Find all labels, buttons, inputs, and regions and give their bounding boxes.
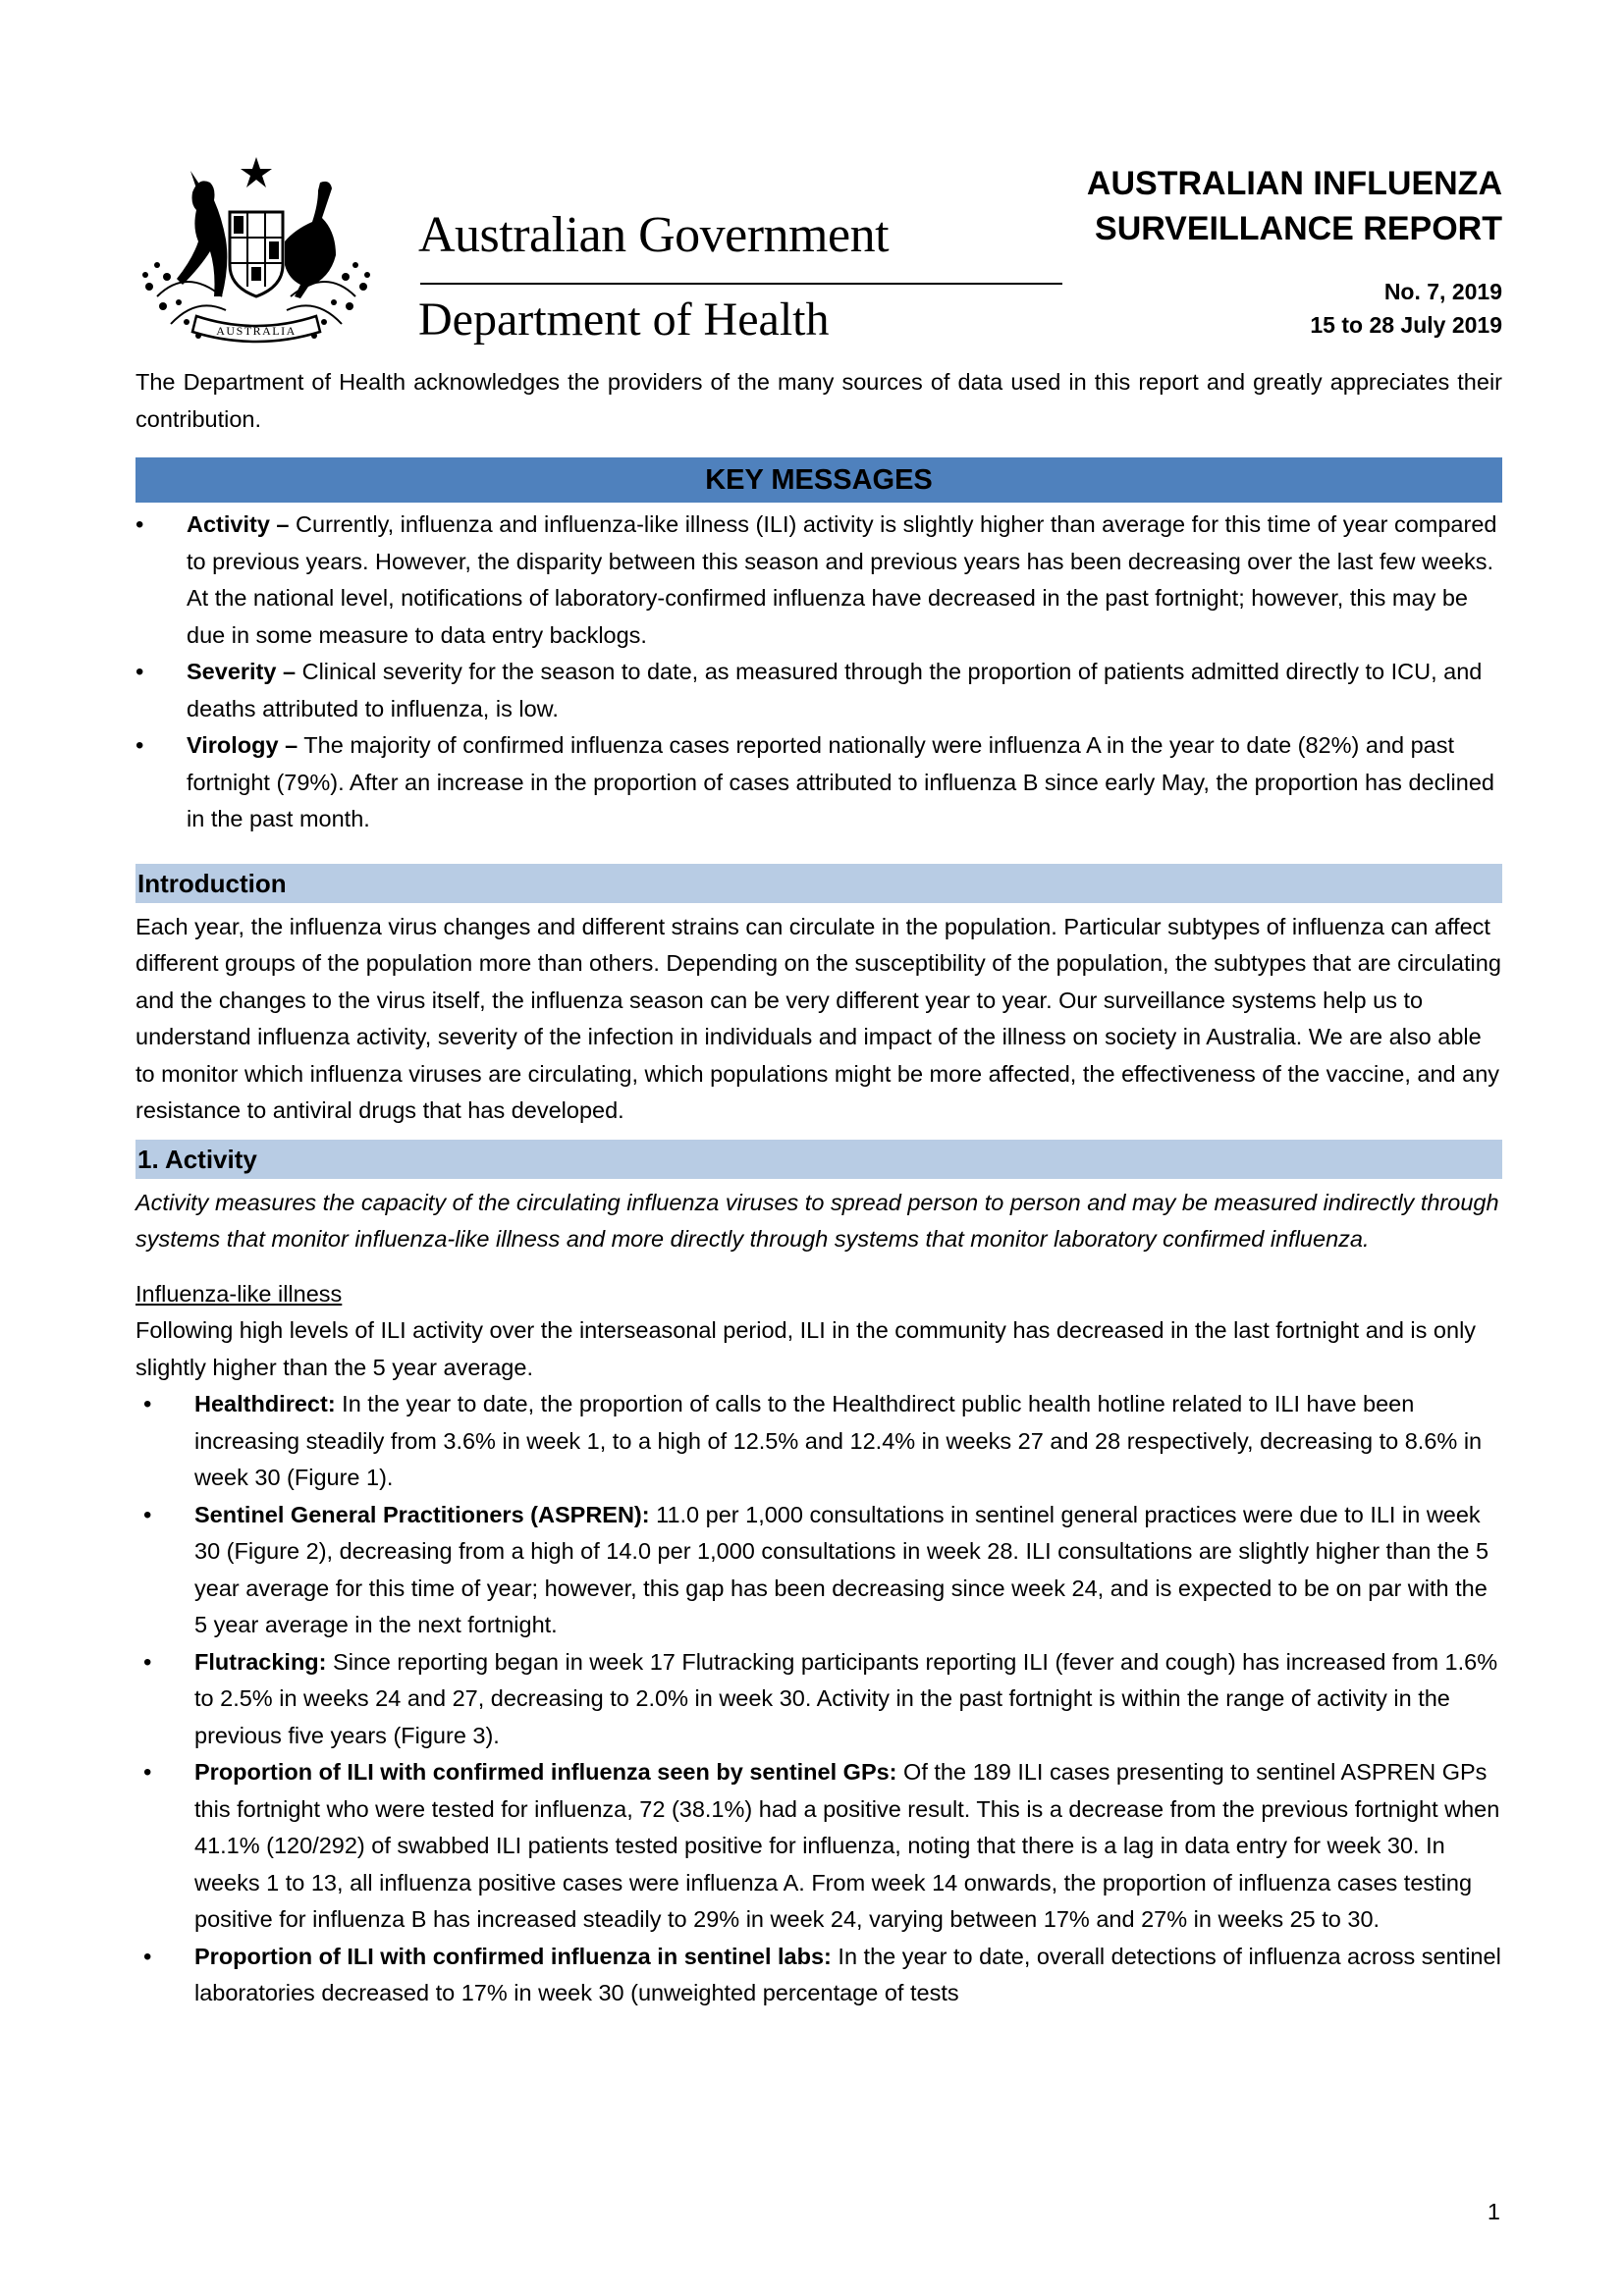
activity-heading: 1. Activity	[135, 1140, 1502, 1179]
item-label: Virology –	[187, 732, 298, 758]
report-title-block	[1087, 161, 1502, 342]
key-messages-list	[135, 507, 1502, 838]
page-number: 1	[1487, 2199, 1500, 2224]
introduction-heading: Introduction	[135, 864, 1502, 903]
item-text: The majority of confirmed influenza cases reported nationally were influenza A in the year to date (82%) and past fortnight (79%). After an increase in the proportion of cases attributed to influenza B since early May, the proportion has declined in the past month.	[187, 732, 1494, 831]
ili-intro: Following high levels of ILI activity over the interseasonal period, ILI in the community has decreased in the last fortnight and is only slightly higher than the 5 year average.	[135, 1317, 1477, 1380]
government-branding	[418, 206, 1066, 347]
item-label: Severity –	[187, 659, 297, 684]
list-item	[135, 1939, 1502, 2012]
coat-of-arms-icon	[128, 149, 385, 355]
item-label: Proportion of ILI with confirmed influenza in sentinel labs:	[194, 1943, 832, 1969]
report-dates: 15 to 28 July 2019	[1310, 312, 1502, 338]
item-text: Of the 189 ILI cases presenting to sentinel ASPREN GPs this fortnight who were tested for influenza, 72 (38.1%) had a positive result. This is a decrease from the previous fortnight when 41.1% (120/292) of swabbed ILI patients tested positive for influenza, noting that there is a lag in data entry for week 30. In weeks 1 to 13, all influenza positive cases were influenza A. From week 14 onwards, the proportion of influenza cases testing positive for influenza B has increased steadily to 29% in week 24, varying between 17% and 27% in weeks 25 to 30.	[194, 1759, 1500, 1932]
government-name: Australian Government	[418, 207, 890, 263]
list-item	[135, 1644, 1502, 1755]
activity-intro: Activity measures the capacity of the circulating influenza viruses to spread person to person and may be measured indirectly through systems that monitor influenza-like illness and more directly through systems that monitor laboratory confirmed influenza.	[135, 1189, 1499, 1252]
key-messages-heading: KEY MESSAGES	[135, 457, 1502, 503]
report-header	[135, 147, 1502, 361]
acknowledgement: The Department of Health acknowledges the providers of the many sources of data used in this report and greatly appreciates their contribution.	[135, 369, 1502, 432]
item-text: In the year to date, overall detections of influenza across sentinel laboratories decreased to 17% in week 30 (unweighted percentage of tests	[194, 1943, 1501, 2005]
list-item	[135, 727, 1502, 838]
item-label: Proportion of ILI with confirmed influenza seen by sentinel GPs:	[194, 1759, 897, 1785]
list-item	[135, 654, 1502, 727]
department-name: Department of Health	[418, 294, 830, 346]
branding-divider	[420, 283, 1062, 285]
report-title-line-1: AUSTRALIAN INFLUENZA	[1086, 165, 1502, 202]
list-item	[135, 1754, 1502, 1939]
item-label: Sentinel General Practitioners (ASPREN):	[194, 1501, 650, 1527]
introduction-text: Each year, the influenza virus changes and different strains can circulate in the population. Particular subtypes of influenza can affect different groups of the population more than others. Depending on the susceptibility of the population, the subtypes that are circulating and the changes to the virus itself, the influenza season can be very different year to year. Our surveillance systems help us to understand influenza activity, severity of the infection in individuals and impact of the illness on society in Australia. We are also able to monitor which influenza viruses are circulating, which populations might be more affected, the effectiveness of the vaccine, and any resistance to antiviral drugs that has developed.	[135, 913, 1501, 1123]
item-text: Clinical severity for the season to date, as measured through the proportion of patients admitted directly to ICU, and deaths attributed to influenza, is low.	[187, 659, 1483, 721]
item-text: 11.0 per 1,000 consultations in sentinel general practices were due to ILI in week 30 (Figure 2), decreasing from a high of 14.0 per 1,000 consultations in week 28. ILI consultations are slightly higher than the 5 year average for this time of year; however, this gap has been decreasing since week 24, and is expected to be on par with the 5 year average in the next fortnight.	[194, 1501, 1489, 1637]
item-label: Healthdirect:	[194, 1391, 336, 1416]
item-text: In the year to date, the proportion of calls to the Healthdirect public health hotline related to ILI have been increasing steadily from 3.6% in week 1, to a high of 12.5% and 12.4% in weeks 27 and 28 respectively, decreasing to 8.6% in week 30 (Figure 1).	[194, 1391, 1483, 1490]
report-title-line-2: SURVEILLANCE REPORT	[1095, 210, 1502, 247]
item-text: Since reporting began in week 17 Flutracking participants reporting ILI (fever and cough) has increased from 1.6% to 2.5% in weeks 24 and 27, decreasing to 2.0% in week 30. Activity in the past fortnight is within the range of activity in the previous five years (Figure 3).	[194, 1648, 1498, 1748]
report-page	[135, 147, 1502, 2012]
list-item	[135, 507, 1502, 654]
ili-list	[135, 1386, 1502, 2012]
ili-subheading: Influenza-like illness	[135, 1280, 343, 1307]
item-text: Currently, influenza and influenza-like illness (ILI) activity is slightly higher than average for this time of year compared to previous years. However, the disparity between this season and previous years has been decreasing over the last few weeks. At the national level, notifications of laboratory-confirmed influenza have decreased in the past fortnight; however, this may be due in some measure to data entry backlogs.	[187, 511, 1497, 648]
report-number: No. 7, 2019	[1383, 279, 1502, 304]
list-item	[135, 1386, 1502, 1497]
svg-text:AUSTRALIA: AUSTRALIA	[216, 324, 297, 338]
item-label: Activity –	[187, 511, 290, 537]
list-item	[135, 1497, 1502, 1644]
item-label: Flutracking:	[194, 1648, 327, 1675]
